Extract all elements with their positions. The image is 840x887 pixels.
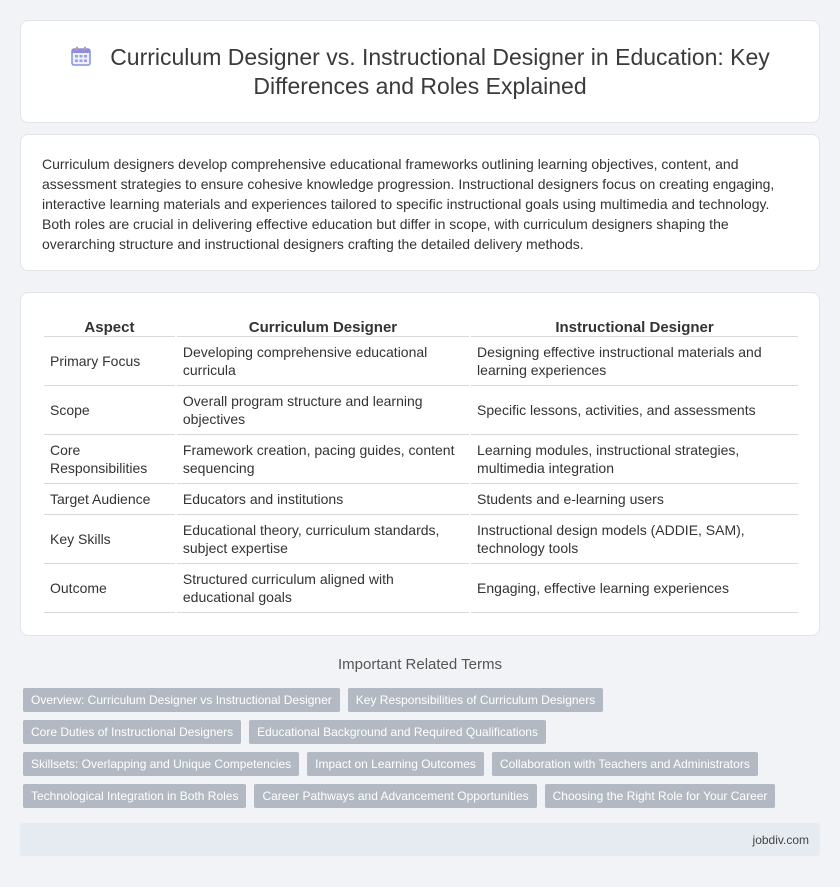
comparison-table (42, 314, 800, 613)
instructional-cell: Engaging, effective learning experiences (471, 564, 798, 613)
aspect-cell: Target Audience (44, 484, 175, 515)
intro-text: Curriculum designers develop comprehensive educational frameworks outlining learning objectives, content, and assessment strategies to ensure cohesive knowledge progression. Instructional designers focus on creating engaging, interactive learning materials and experiences tailored to specific instructional goals using multimedia and technology. Both roles are crucial in delivering effective education but differ in scope, with curriculum designers shaping the overarching structure and instructional designers crafting the detailed delivery methods. (42, 156, 775, 252)
curriculum-cell: Developing comprehensive educational curricula (177, 337, 469, 386)
curriculum-cell: Structured curriculum aligned with educational goals (177, 564, 469, 613)
aspect-cell: Scope (44, 386, 175, 435)
related-term-tag[interactable]: Skillsets: Overlapping and Unique Competencies (23, 752, 299, 776)
tag-row (23, 688, 813, 712)
tag-row (23, 752, 813, 776)
page-title (61, 43, 779, 101)
header-curriculum-designer: Curriculum Designer (177, 314, 469, 337)
header-instructional-designer: Instructional Designer (471, 314, 798, 337)
curriculum-cell: Framework creation, pacing guides, content sequencing (177, 435, 469, 484)
instructional-cell: Designing effective instructional materials and learning experiences (471, 337, 798, 386)
related-term-tag[interactable]: Collaboration with Teachers and Administrators (492, 752, 758, 776)
curriculum-cell: Educational theory, curriculum standards, subject expertise (177, 515, 469, 564)
related-term-tag[interactable]: Career Pathways and Advancement Opportunities (254, 784, 536, 808)
curriculum-cell: Educators and institutions (177, 484, 469, 515)
aspect-cell: Primary Focus (44, 337, 175, 386)
related-term-tag[interactable]: Overview: Curriculum Designer vs Instructional Designer (23, 688, 340, 712)
related-term-tag[interactable]: Key Responsibilities of Curriculum Designers (348, 688, 603, 712)
aspect-cell: Core Responsibilities (44, 435, 175, 484)
aspect-cell: Key Skills (44, 515, 175, 564)
table-row (44, 484, 798, 515)
table-row (44, 337, 798, 386)
related-term-tag[interactable]: Educational Background and Required Qualifications (249, 720, 546, 744)
related-terms-list (23, 688, 813, 816)
comparison-card (20, 292, 820, 636)
instructional-cell: Learning modules, instructional strategies, multimedia integration (471, 435, 798, 484)
footer (20, 823, 820, 856)
page-title-text: Curriculum Designer vs. Instructional Designer in Education: Key Differences and Roles Explained (110, 44, 770, 99)
tag-row (23, 720, 813, 744)
table-row (44, 564, 798, 613)
instructional-cell: Specific lessons, activities, and assessments (471, 386, 798, 435)
table-header-row (44, 314, 798, 337)
table-row (44, 435, 798, 484)
related-terms-title: Important Related Terms (338, 656, 502, 673)
curriculum-cell: Overall program structure and learning objectives (177, 386, 469, 435)
intro-card (20, 134, 820, 271)
footer-site-link[interactable]: jobdiv.com (752, 833, 809, 847)
instructional-cell: Instructional design models (ADDIE, SAM), technology tools (471, 515, 798, 564)
related-term-tag[interactable]: Technological Integration in Both Roles (23, 784, 246, 808)
related-term-tag[interactable]: Core Duties of Instructional Designers (23, 720, 241, 744)
header-aspect: Aspect (44, 314, 175, 337)
table-row (44, 515, 798, 564)
calendar-icon (70, 45, 92, 67)
instructional-cell: Students and e-learning users (471, 484, 798, 515)
related-term-tag[interactable]: Choosing the Right Role for Your Career (545, 784, 776, 808)
related-term-tag[interactable]: Impact on Learning Outcomes (307, 752, 484, 776)
aspect-cell: Outcome (44, 564, 175, 613)
table-row (44, 386, 798, 435)
title-card (20, 20, 820, 123)
tag-row (23, 784, 813, 808)
